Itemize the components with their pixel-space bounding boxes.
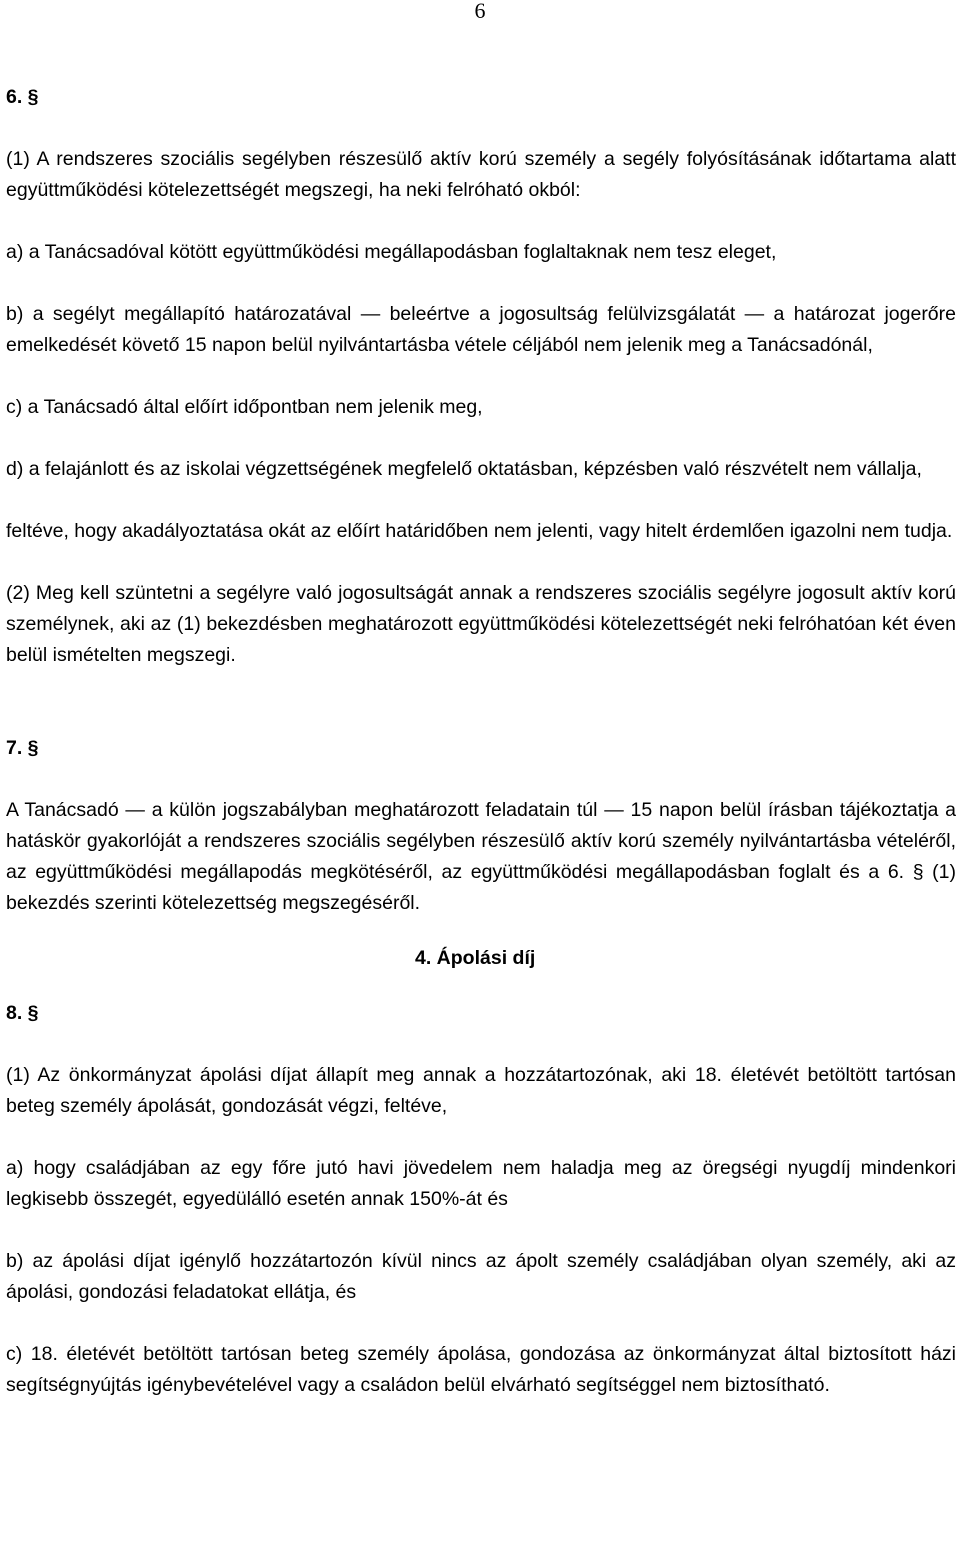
section-6-paragraph-1: (1) A rendszeres szociális segélyben részesülő aktív korú személy a segély folyósításának időtartama alatt együttműködési kötelezettségét megszegi, ha neki felróható okból: (6, 148, 956, 201)
chapter-4-title: 4. Ápolási díj (415, 947, 536, 969)
section-8-heading: 8. § (6, 1002, 39, 1024)
section-6-point-c: c) a Tanácsadó által előírt időpontban nem jelenik meg, (6, 396, 483, 418)
section-6-heading: 6. § (6, 86, 39, 108)
section-6-point-d: d) a felajánlott és az iskolai végzettségének megfelelő oktatásban, képzésben való részvételt nem vállalja, (6, 458, 922, 480)
section-6-paragraph-2: (2) Meg kell szüntetni a segélyre való jogosultságát annak a rendszeres szociális segélyre jogosult aktív korú személynek, aki az (1) bekezdésben meghatározott együttműködési kötelezettségét neki felróhatóan két éven belül ismételten megszegi. (6, 582, 956, 666)
section-6-point-a: a) a Tanácsadóval kötött együttműködési megállapodásban foglaltaknak nem tesz eleget, (6, 241, 777, 263)
section-8-paragraph-1: (1) Az önkormányzat ápolási díjat állapít meg annak a hozzátartozónak, aki 18. életévét betöltött tartósan beteg személy ápolását, gondozását végzi, feltéve, (6, 1064, 956, 1117)
document-body (6, 82, 956, 1401)
section-6-proviso: feltéve, hogy akadályoztatása okát az előírt határidőben nem jelenti, vagy hitelt érdemlően igazolni nem tudja. (6, 520, 953, 542)
section-8-point-b: b) az ápolási díjat igénylő hozzátartozón kívül nincs az ápolt személy családjában olyan személy, aki az ápolási, gondozási feladatokat ellátja, és (6, 1250, 956, 1303)
section-7-paragraph-1: A Tanácsadó ― a külön jogszabályban meghatározott feladatain túl ― 15 napon belül írásban tájékoztatja a hatáskör gyakorlóját a rendszeres szociális segélyben részesülő aktív korú személy nyilvántartásba vételéről, az együttműködési megállapodás megkötéséről, az együttműködési megállapodásban foglalt és a 6. § (1) bekezdés szerinti kötelezettség megszegéséről. (6, 799, 956, 914)
page-number: 6 (474, 0, 486, 23)
section-8-point-c: c) 18. életévét betöltött tartósan beteg személy ápolása, gondozása az önkormányzat által biztosított házi segítségnyújtás igénybevételével vagy a családon belül elvárható segítséggel nem biztosítható. (6, 1343, 956, 1396)
section-8-point-a: a) hogy családjában az egy főre jutó havi jövedelem nem haladja meg az öregségi nyugdíj mindenkori legkisebb összegét, egyedülálló esetén annak 150%-át és (6, 1157, 956, 1210)
section-6-point-b: b) a segélyt megállapító határozatával ― beleértve a jogosultság felülvizsgálatát ― a határozat jogerőre emelkedését követő 15 napon belül nyilvántartásba vétele céljából nem jelenik meg a Tanácsadónál, (6, 303, 956, 356)
section-7-heading: 7. § (6, 737, 39, 759)
